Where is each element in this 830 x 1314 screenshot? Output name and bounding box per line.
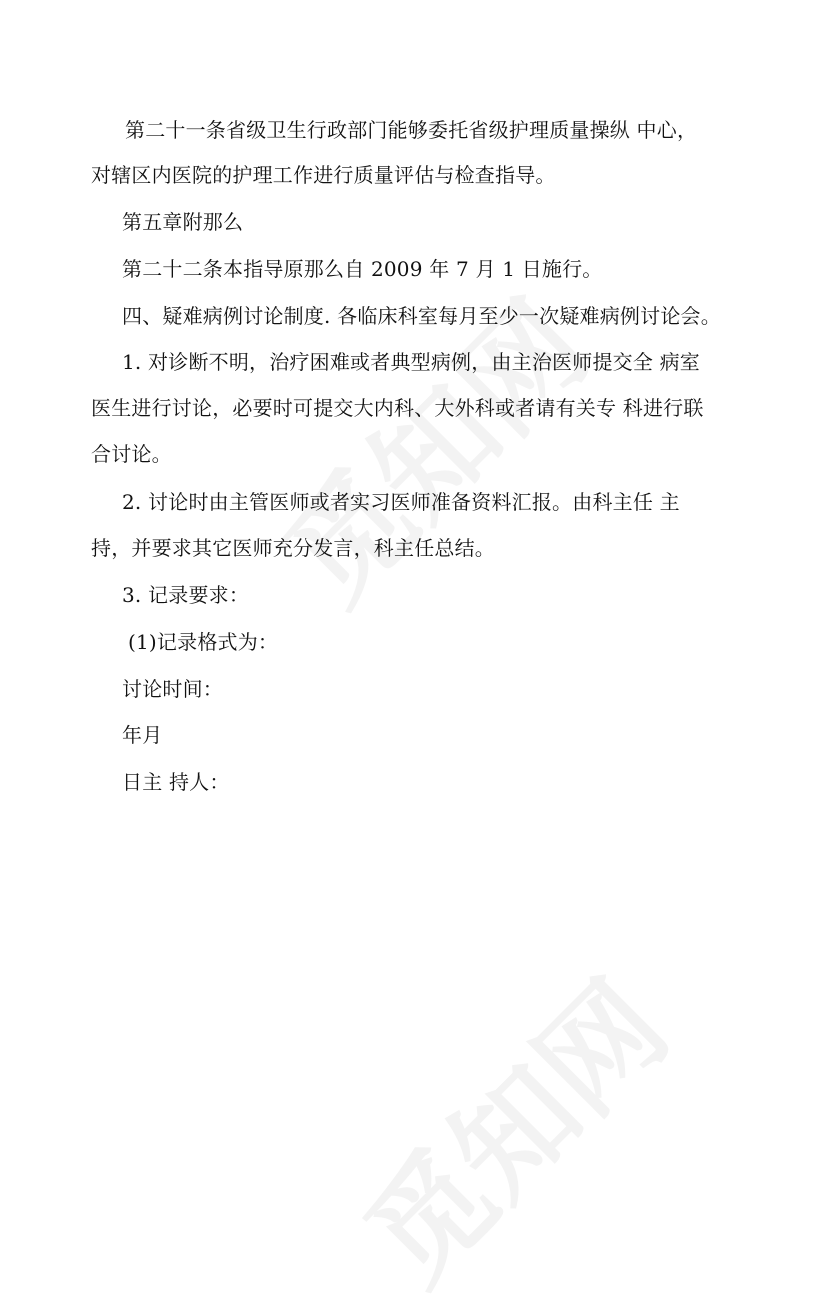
paragraph-line: (1)记录格式为： (128, 630, 279, 654)
paragraph-line: 1. 对诊断不明，治疗困难或者典型病例，由主治医师提交全 病室 (122, 350, 700, 374)
paragraph-line: 日主 持人： (122, 770, 230, 794)
paragraph-line: 医生进行讨论，必要时可提交大内科、大外科或者请有关专 科进行联 (91, 396, 704, 420)
paragraph-line: 3. 记录要求： (122, 583, 250, 607)
paragraph-line: 年月 (122, 723, 163, 747)
paragraph-line: 第二十二条本指导原那么自 2009 年 7 月 1 日施行。 (122, 257, 603, 281)
paragraph-line: 2. 讨论时由主管医师或者实习医师准备资料汇报。由科主任 主 (122, 490, 680, 514)
section-heading: 四、疑难病例讨论制度. 各临床科室每月至少一次疑难病例讨论会。 (122, 304, 721, 328)
chapter-heading: 第五章附那么 (122, 210, 244, 234)
paragraph-line: 对辖区内医院的护理工作进行质量评估与检查指导。 (91, 163, 556, 187)
paragraph-line: 持，并要求其它医师充分发言，科主任总结。 (91, 536, 495, 560)
paragraph-line: 合讨论。 (91, 442, 172, 466)
watermark (322, 938, 698, 1314)
paragraph-line: 讨论时间： (122, 677, 223, 701)
paragraph-line: 第二十一条省级卫生行政部门能够委托省级护理质量操纵 中心， (125, 118, 698, 142)
